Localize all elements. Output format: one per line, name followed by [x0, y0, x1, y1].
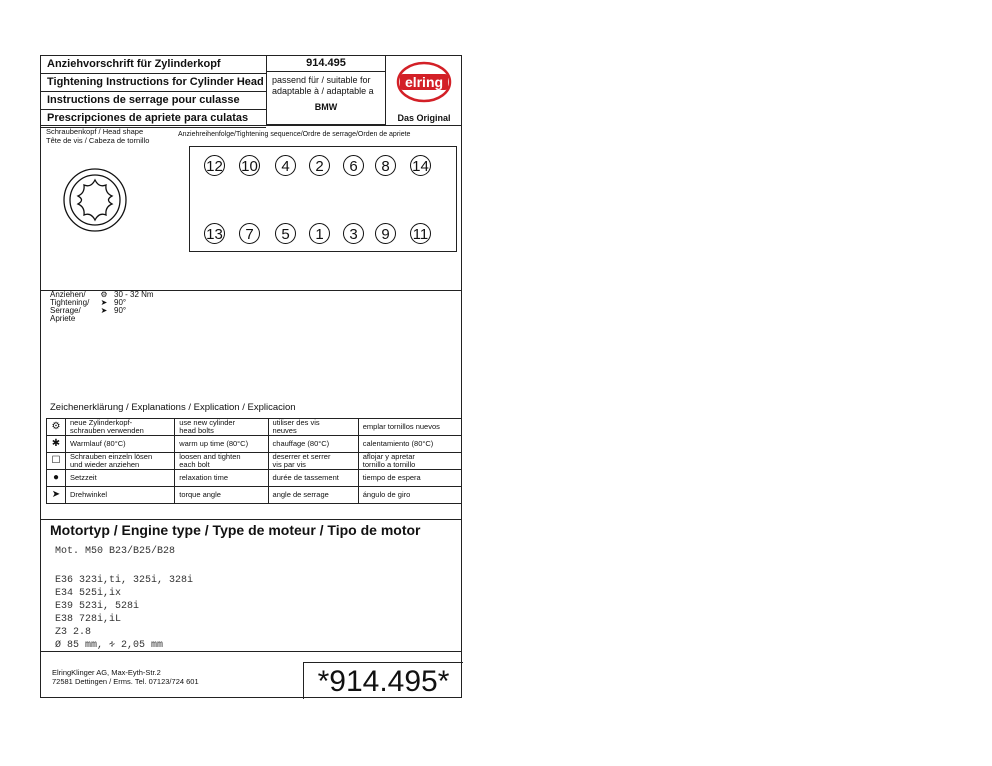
legend-symbol-icon: ✱	[47, 436, 66, 453]
bolt-bottom-6: 9	[375, 223, 396, 244]
legend-row	[47, 453, 462, 470]
legend-row	[47, 419, 462, 436]
divider	[41, 519, 461, 520]
legend-symbol-icon: ●	[47, 470, 66, 487]
bolt-bottom-4: 1	[309, 223, 330, 244]
title-de: Anziehvorschrift für Zylinderkopf	[41, 56, 266, 74]
bolt-sequence-grid	[189, 146, 457, 252]
bolt-bottom-1: 13	[204, 223, 225, 244]
legend-symbol-icon: ⚙	[47, 419, 66, 436]
address-line-1: ElringKlinger AG, Max-Eyth-Str.2	[52, 668, 161, 677]
legend-es: emplar tornillos nuevos	[358, 419, 461, 436]
torque-label-2: Tightening/	[50, 298, 90, 307]
company-address	[52, 668, 199, 686]
torque-value-1: 30 - 32 Nm	[114, 290, 154, 299]
address-line-2: 72581 Dettingen / Erms. Tel. 07123/724 601	[52, 677, 199, 686]
legend-de: Schrauben einzeln lösen und wieder anziehen	[66, 453, 175, 470]
title-fr: Instructions de serrage pour culasse	[41, 92, 266, 110]
bolt-top-3: 4	[275, 155, 296, 176]
torx-head-icon	[61, 166, 129, 234]
torque-label-4: Apriete	[50, 314, 76, 323]
bolt-new-icon: ⚙	[100, 290, 108, 299]
bolt-top-1: 12	[204, 155, 225, 176]
legend-title: Zeichenerklärung / Explanations / Explication / Explicacion	[50, 402, 296, 413]
vehicle-make: BMW	[314, 102, 338, 112]
instruction-sheet	[40, 55, 462, 698]
part-number: 914.495	[267, 56, 385, 72]
legend-table	[46, 418, 462, 504]
legend-row	[47, 436, 462, 453]
legend-en: warm up time (80°C)	[175, 436, 268, 453]
divider	[41, 651, 461, 652]
logo-text: elring	[404, 74, 444, 90]
head-shape-label-2: Tête de vis / Cabeza de tornillo	[46, 136, 150, 145]
engine-type-title: Motortyp / Engine type / Type de moteur / Tipo de motor	[50, 522, 421, 538]
header-part-info	[266, 56, 386, 125]
legend-de: Setzzeit	[66, 470, 175, 487]
suitable-line-2: adaptable à / adaptable a	[272, 86, 374, 96]
model-line: E34 525i,ix	[55, 588, 122, 599]
torque-label-1: Anziehen/	[50, 290, 86, 299]
bolt-bottom-7: 11	[410, 223, 431, 244]
torque-label-3: Serrage/	[50, 306, 81, 315]
logo-subtitle: Das Original	[397, 113, 451, 123]
legend-es: ángulo de giro	[358, 487, 461, 504]
head-shape-label	[46, 127, 149, 145]
suitable-text	[267, 72, 385, 97]
suitable-line-1: passend für / suitable for	[272, 75, 371, 85]
model-line: E36 323i,ti, 325i, 328i	[55, 575, 194, 586]
legend-fr: deserrer et serrer vis par vis	[268, 453, 358, 470]
header-titles	[41, 56, 266, 128]
legend-es: aflojar y apretar tornillo a tornillo	[358, 453, 461, 470]
legend-en: loosen and tighten each bolt	[175, 453, 268, 470]
title-es: Prescripciones de apriete para culatas	[41, 110, 266, 128]
legend-de: neue Zylinderkopf- schrauben verwenden	[66, 419, 175, 436]
model-list	[55, 574, 193, 652]
bolt-top-2: 10	[239, 155, 260, 176]
divider	[41, 125, 461, 126]
elring-logo	[386, 56, 462, 126]
legend-de: Drehwinkel	[66, 487, 175, 504]
angle-arrow-icon: ➤	[100, 306, 108, 315]
legend-symbol-icon: ☐	[47, 453, 66, 470]
legend-row	[47, 470, 462, 487]
angle-arrow-icon: ➤	[100, 298, 108, 307]
bolt-bottom-2: 7	[239, 223, 260, 244]
title-en: Tightening Instructions for Cylinder Head	[41, 74, 266, 92]
legend-de: Warmlauf (80°C)	[66, 436, 175, 453]
elring-logo-icon	[386, 56, 462, 108]
model-line: Z3 2.8	[55, 627, 92, 638]
legend-fr: utiliser des vis neuves	[268, 419, 358, 436]
head-shape-label-1: Schraubenkopf / Head shape	[46, 127, 144, 136]
legend-en: relaxation time	[175, 470, 268, 487]
legend-row	[47, 487, 462, 504]
torque-steps	[50, 291, 154, 323]
legend-fr: angle de serrage	[268, 487, 358, 504]
legend-en: torque angle	[175, 487, 268, 504]
bolt-top-6: 8	[375, 155, 396, 176]
motor-code: Mot. M50 B23/B25/B28	[55, 546, 176, 557]
model-line: Ø 85 mm, ∻ 2,05 mm	[55, 640, 164, 651]
bolt-top-4: 2	[309, 155, 330, 176]
legend-fr: durée de tassement	[268, 470, 358, 487]
bolt-top-7: 14	[410, 155, 431, 176]
legend-es: calentamiento (80°C)	[358, 436, 461, 453]
torque-value-2: 90°	[114, 298, 127, 307]
bolt-bottom-3: 5	[275, 223, 296, 244]
barcode-number: *914.495*	[303, 662, 463, 699]
model-line: E39 523i, 528i	[55, 601, 140, 612]
legend-es: tiempo de espera	[358, 470, 461, 487]
bolt-bottom-5: 3	[343, 223, 364, 244]
legend-fr: chauffage (80°C)	[268, 436, 358, 453]
legend-symbol-icon: ➤	[47, 487, 66, 504]
model-line: E38 728i,iL	[55, 614, 122, 625]
bolt-top-5: 6	[343, 155, 364, 176]
torque-value-3: 90°	[114, 306, 127, 315]
legend-en: use new cylinder head bolts	[175, 419, 268, 436]
sequence-label: Anziehreihenfolge/Tightening sequence/Ordre de serrage/Orden de apriete	[178, 131, 411, 138]
